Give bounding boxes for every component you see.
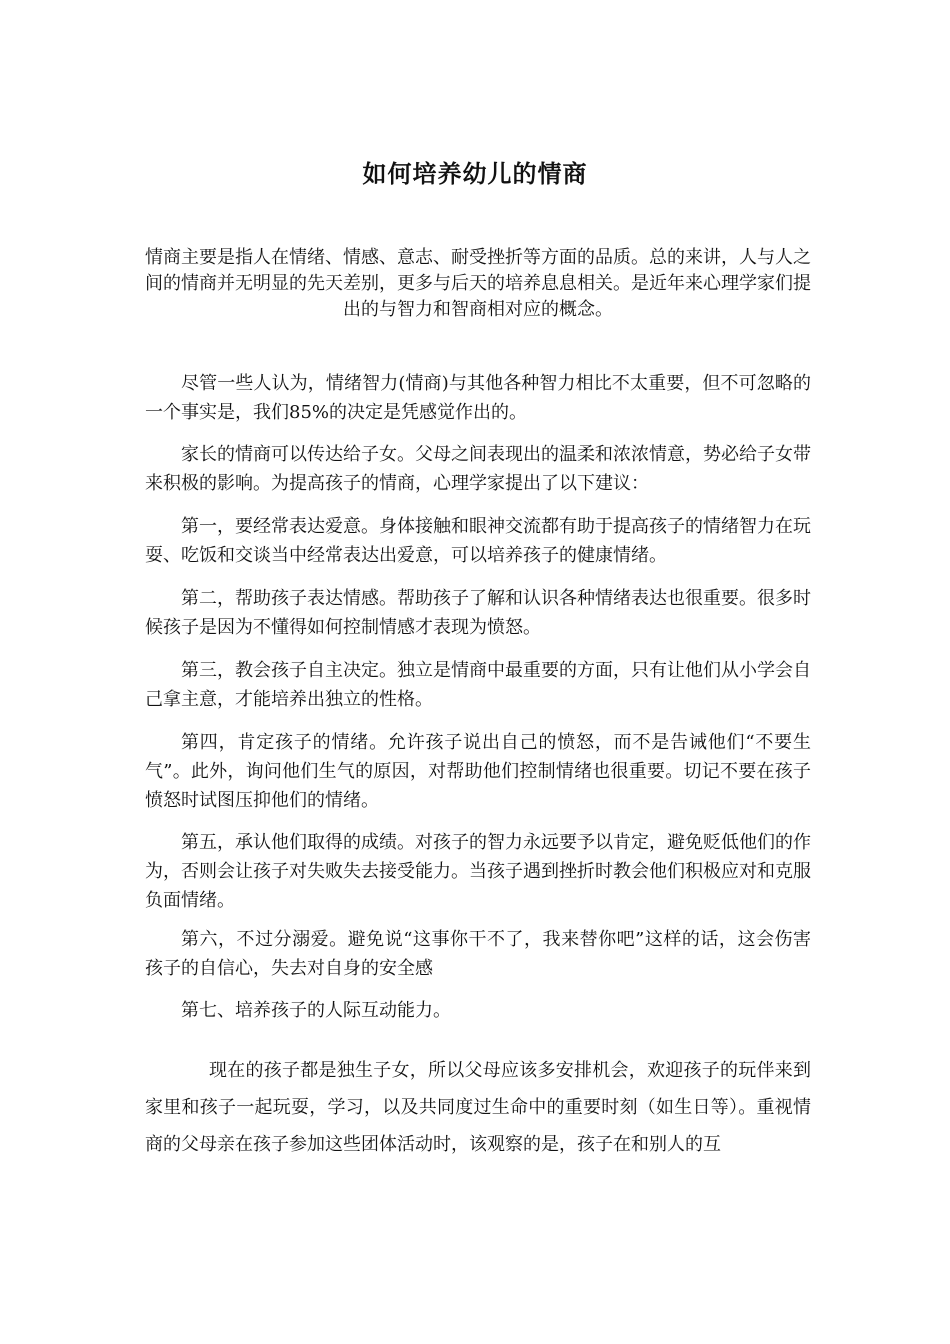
body-paragraph-3: 第一，要经常表达爱意。身体接触和眼神交流都有助于提高孩子的情绪智力在玩耍、吃饭和交谈当中经常表达出爱意，可以培养孩子的健康情绪。 <box>145 516 811 566</box>
body-paragraph-4: 第二，帮助孩子表达情感。帮助孩子了解和认识各种情绪表达也很重要。很多时候孩子是因为不懂得如何控制情感才表现为愤怒。 <box>145 588 811 638</box>
body-paragraph-2: 家长的情商可以传达给子女。父母之间表现出的温柔和浓浓情意，势必给子女带来积极的影响。为提高孩子的情商，心理学家提出了以下建议： <box>145 444 811 494</box>
body-paragraph-9: 第七、培养孩子的人际互动能力。 <box>181 1000 451 1021</box>
body-paragraph-1: 尽管一些人认为，情绪智力(情商)与其他各种智力相比不太重要，但不可忽略的一个事实是，我们85%的决定是凭感觉作出的。 <box>145 373 811 423</box>
body-paragraph-5: 第三，教会孩子自主决定。独立是情商中最重要的方面，只有让他们从小学会自己拿主意，才能培养出独立的性格。 <box>145 660 811 710</box>
body-paragraph-7: 第五，承认他们取得的成绩。对孩子的智力永远要予以肯定，避免贬低他们的作为，否则会让孩子对失败失去接受能力。当孩子遇到挫折时教会他们积极应对和克服负面情绪。 <box>145 832 811 911</box>
body-paragraph-10: 现在的孩子都是独生子女，所以父母应该多安排机会，欢迎孩子的玩伴来到家里和孩子一起玩耍，学习，以及共同度过生命中的重要时刻（如生日等）。重视情商的父母亲在孩子参加这些团体活动时，该观察的是，孩子在和别人的互 <box>145 1060 811 1155</box>
body-paragraph-8: 第六，不过分溺爱。避免说“这事你干不了，我来替你吧”这样的话，这会伤害孩子的自信心，失去对自身的安全感 <box>145 929 811 979</box>
page-title: 如何培养幼儿的情商 <box>362 159 588 188</box>
intro-paragraph: 情商主要是指人在情绪、情感、意志、耐受挫折等方面的品质。总的来讲，人与人之间的情商并无明显的先天差别，更多与后天的培养息息相关。是近年来心理学家们提出的与智力和智商相对应的概念。 <box>145 247 811 320</box>
body-paragraph-6: 第四，肯定孩子的情绪。允许孩子说出自己的愤怒，而不是告诫他们“不要生气”。此外，询问他们生气的原因，对帮助他们控制情绪也很重要。切记不要在孩子愤怒时试图压抑他们的情绪。 <box>145 732 811 811</box>
